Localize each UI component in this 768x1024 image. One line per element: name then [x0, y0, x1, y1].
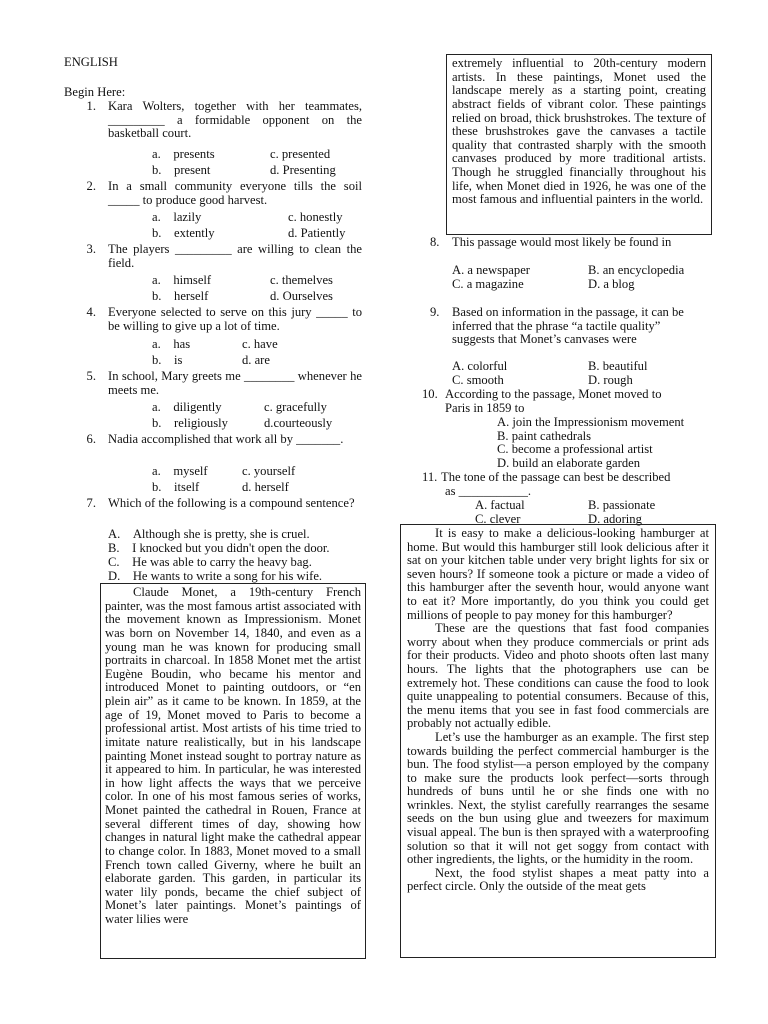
question-number: 4.	[86, 305, 96, 319]
question-text: Everyone selected to serve on this jury _____ to be willing to give up a lot of time.	[108, 305, 362, 333]
option-b[interactable]: b. is	[152, 353, 183, 367]
option-d[interactable]: d. Presenting	[270, 163, 336, 177]
monet-passage-box	[100, 583, 366, 959]
option-c[interactable]: c. yourself	[242, 464, 296, 478]
page-title: ENGLISH	[64, 55, 118, 69]
option-d[interactable]: d. herself	[242, 480, 289, 494]
question-number: 6.	[86, 432, 96, 446]
option-b[interactable]: b. itself	[152, 480, 200, 494]
option-d[interactable]: d. Patiently	[288, 226, 346, 240]
option-b[interactable]: b. extently	[152, 226, 215, 240]
burger-paragraph-3: Let’s use the hamburger as an example. The first step towards building the perfect commercial hamburger is the bun. The food stylist—a person employed by the company to make sure the products look perfect—sorts through hundreds of buns until he or she finds one with no wrinkles. Next, the stylist carefully rearranges the sesame seeds on the bun using glue and tweezers for maximum visual appeal. The bun is then sprayed with a waterproofing solution so that it will not get soggy from contact with other ingredients, the lights, or the humidity in the room.	[407, 729, 709, 867]
question-text: In a small community everyone tills the soil _____ to produce good harvest.	[108, 179, 362, 207]
question-text-line-2: Paris in 1859 to	[445, 401, 525, 415]
question-number: 9.	[430, 305, 440, 319]
option-b[interactable]: B. an encyclopedia	[588, 263, 685, 277]
question-text: In school, Mary greets me ________ whenever he meets me.	[108, 369, 362, 397]
option-b[interactable]: B. paint cathedrals	[497, 429, 592, 443]
option-b[interactable]: B. I knocked but you didn't open the door.	[108, 541, 330, 555]
begin-label: Begin Here:	[64, 85, 126, 99]
option-d[interactable]: d. are	[242, 353, 270, 367]
option-b[interactable]: B. beautiful	[588, 359, 648, 373]
option-c[interactable]: C. clever	[475, 512, 521, 526]
option-d[interactable]: D. build an elaborate garden	[497, 456, 641, 470]
option-b[interactable]: b. religiously	[152, 416, 228, 430]
option-c[interactable]: c. gracefully	[264, 400, 327, 414]
option-c[interactable]: C. smooth	[452, 373, 504, 387]
option-d[interactable]: d.courteously	[264, 416, 333, 430]
option-c[interactable]: C. become a professional artist	[497, 442, 653, 456]
option-a[interactable]: A. factual	[475, 498, 525, 512]
option-a[interactable]: a. has	[152, 337, 191, 351]
option-d[interactable]: D. a blog	[588, 277, 635, 291]
option-b[interactable]: B. passionate	[588, 498, 656, 512]
option-a[interactable]: A. join the Impressionism movement	[497, 415, 685, 429]
option-a[interactable]: A. Although she is pretty, she is cruel.	[108, 527, 310, 541]
option-a[interactable]: A. colorful	[452, 359, 508, 373]
option-d[interactable]: d. Ourselves	[270, 289, 333, 303]
question-number: 2.	[86, 179, 96, 193]
option-a[interactable]: a. presents	[152, 147, 215, 161]
question-number: 5.	[86, 369, 96, 383]
option-a[interactable]: a. lazily	[152, 210, 202, 224]
question-text-line-1: The tone of the passage can best be described	[441, 470, 671, 484]
option-c[interactable]: c. honestly	[288, 210, 343, 224]
question-text: Kara Wolters, together with her teammates, _________ a formidable opponent on the basketball court.	[108, 99, 362, 141]
option-a[interactable]: A. a newspaper	[452, 263, 530, 277]
option-a[interactable]: a. myself	[152, 464, 208, 478]
monet-continued-box	[446, 54, 712, 235]
option-a[interactable]: a. himself	[152, 273, 212, 287]
question-text-line-2: as ___________.	[445, 484, 532, 498]
monet-passage: Claude Monet, a 19th-century French painter, was the most famous artist associated with the movement known as Impressionism. Monet was born on November 14, 1840, and even as a young man he was known for producing small portraits in charcoal. In 1858 Monet met the artist Eugène Boudin, who became his mentor and introduced Monet to painting outdoors, or “en plein air” as it came to be known. In 1859, at the age of 19, Monet moved to Paris to become a professional artist. Most artists of his time tried to imitate nature realistically, but in his landscape painting Monet instead sought to portray nature as it appeared to him. In particular, he was interested in how light affects the ways that we perceive color. In one of his most famous series of works, Monet painted the cathedral in Rouen, France at several different times of day, showing how changes in natural light make the cathedral appear to change color. In 1883, Monet moved to a small French town called Giverny, where he built an elaborate garden. This garden, in particular its water lily ponds, became the chief subject of Monet’s later paintings. Monet’s paintings of water lilies were	[105, 585, 361, 926]
question-number: 7.	[86, 496, 96, 510]
option-c[interactable]: c. have	[242, 337, 278, 351]
option-c[interactable]: c. presented	[270, 147, 331, 161]
option-d[interactable]: D. adoring	[588, 512, 642, 526]
burger-paragraph-4: Next, the food stylist shapes a meat patty into a perfect circle. Only the outside of the meat gets	[407, 865, 709, 894]
question-text: Which of the following is a compound sentence?	[108, 496, 355, 510]
option-a[interactable]: a. diligently	[152, 400, 222, 414]
question-number: 10.	[422, 387, 438, 401]
option-d[interactable]: D. He wants to write a song for his wife.	[108, 569, 323, 583]
option-b[interactable]: b. herself	[152, 289, 209, 303]
question-number: 8.	[430, 235, 440, 249]
monet-continued: extremely influential to 20th-century modern artists. In these paintings, Monet used the landscape merely as a starting point, creating abstract fields of vibrant color. These paintings relied on broad, thick brushstrokes. The texture of these brushstrokes gave the canvases a tactile quality that contrasted sharply with the smooth canvases produced by more traditional artists. Though he struggled financially throughout his life, when Monet died in 1926, he was one of the most famous and influential painters in the world.	[452, 56, 706, 207]
question-text: Nadia accomplished that work all by _______.	[108, 432, 344, 446]
option-d[interactable]: D. rough	[588, 373, 633, 387]
question-number: 1.	[86, 99, 96, 113]
burger-paragraph-2: These are the questions that fast food companies worry about when they produce commercials or print ads for their products. Video and photo shoots often last many hours. The lights that the photographers use can be extremely hot. These conditions can cause the food to look quite unappealing to potential consumers. Because of this, the menu items that you see in fast food commercials are probably not actually edible.	[407, 621, 709, 731]
question-text-line-1: According to the passage, Monet moved to	[445, 387, 662, 401]
question-number: 3.	[86, 242, 96, 256]
question-text: Based on information in the passage, it can be inferred that the phrase “a tactile quality” suggests that Monet’s canvases were	[452, 305, 684, 347]
option-c[interactable]: c. themelves	[270, 273, 333, 287]
burger-passage-box	[400, 524, 716, 958]
burger-paragraph-1: It is easy to make a delicious-looking hamburger at home. But would this hamburger still look delicious after it sat on your kitchen table under very bright lights for six or seven hours? If someone took a picture or made a video of this hamburger after the seventh hour, would anyone want to eat it? More importantly, do you think you could get millions of people to pay money for this hamburger?	[407, 526, 709, 622]
question-number: 11.	[422, 470, 438, 484]
option-c[interactable]: C. a magazine	[452, 277, 524, 291]
question-text: This passage would most likely be found in	[452, 235, 672, 249]
question-text: The players _________ are willing to clean the field.	[108, 242, 362, 270]
option-b[interactable]: b. present	[152, 163, 211, 177]
option-c[interactable]: C. He was able to carry the heavy bag.	[108, 555, 312, 569]
